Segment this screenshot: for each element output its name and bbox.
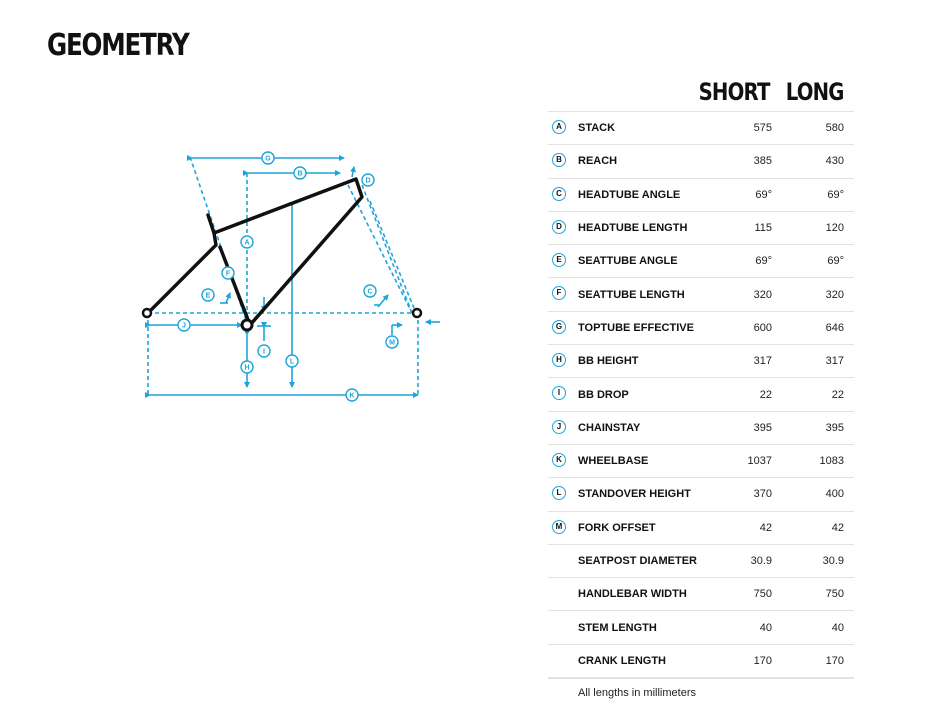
row-value-short: 385 [753,155,772,168]
front-axle [413,309,421,317]
row-badge: K [552,453,566,467]
svg-text:I: I [263,348,265,356]
table-row [548,312,854,345]
table-row [548,611,854,644]
row-label: WHEELBASE [578,455,649,468]
row-badge: B [552,153,566,167]
row-value-short: 69° [755,255,772,268]
row-value-long: 120 [825,222,844,235]
column-header-short: SHORT [699,78,770,106]
table-row [548,278,854,311]
row-value-short: 317 [753,355,772,368]
svg-text:H: H [244,364,250,372]
svg-text:M: M [389,339,395,347]
row-value-long: 30.9 [822,555,844,567]
row-label: SEATTUBE LENGTH [578,288,685,301]
marker-d [362,174,374,186]
table-row [548,212,854,245]
svg-text:C: C [367,288,373,296]
row-value-short: 600 [753,321,772,334]
row-value-short: 40 [759,621,772,634]
table-row [548,512,854,545]
row-badge: E [552,253,566,267]
row-label: STEM LENGTH [578,621,657,634]
row-value-short: 575 [753,122,772,135]
row-label: REACH [578,155,618,168]
rear-axle [143,309,151,317]
table-row [548,245,854,278]
row-label: BB HEIGHT [578,355,639,368]
geometry-rows [548,111,854,678]
row-value-long: 580 [825,122,844,135]
marker-c [364,285,376,297]
bike-frame [148,179,362,325]
marker-g [262,152,274,164]
row-value-long: 22 [831,388,844,401]
row-label: BB DROP [578,388,629,401]
row-value-short: 42 [759,521,772,534]
row-value-short: 370 [753,488,772,501]
marker-e [202,289,214,301]
marker-l [286,355,298,367]
row-badge: M [552,520,566,534]
column-header-long: LONG [786,78,844,106]
marker-b [294,167,306,179]
row-label: SEATTUBE ANGLE [578,255,678,268]
table-row [548,645,854,678]
row-value-short: 395 [753,421,772,434]
table-row [548,378,854,411]
svg-text:A: A [244,239,250,247]
row-label: STANDOVER HEIGHT [578,488,691,501]
row-label: HEADTUBE LENGTH [578,222,688,235]
marker-f [222,267,234,279]
row-value-short: 170 [753,654,772,667]
row-badge: D [552,220,566,234]
geometry-diagram [130,145,450,415]
divider [548,678,854,679]
footnote: All lengths in millimeters [578,687,696,699]
row-value-long: 400 [825,488,844,501]
row-value-long: 430 [825,155,844,168]
row-value-short: 22 [759,388,772,401]
row-value-long: 42 [831,521,844,534]
row-value-long: 40 [831,621,844,634]
row-badge: I [552,386,566,400]
svg-text:G: G [265,155,271,163]
svg-text:L: L [289,358,295,366]
bottom-bracket [242,320,252,330]
svg-text:B: B [297,170,303,178]
svg-text:K: K [349,392,355,400]
table-row [548,145,854,178]
svg-text:D: D [365,177,371,185]
table-row [548,478,854,511]
row-badge: A [552,120,566,134]
row-value-long: 395 [825,421,844,434]
table-row [548,545,854,578]
row-value-long: 69° [827,255,844,268]
page-title: GEOMETRY [47,28,189,63]
row-badge: H [552,353,566,367]
table-row [548,445,854,478]
row-value-short: 115 [754,222,772,235]
row-badge: G [552,320,566,334]
row-label: FORK OFFSET [578,521,656,534]
row-value-short: 1037 [747,455,772,468]
row-value-short: 750 [753,588,772,601]
row-label: SEATPOST DIAMETER [578,555,697,567]
row-value-short: 30.9 [750,555,772,567]
marker-i [258,345,270,357]
row-value-long: 317 [825,355,844,368]
marker-j [178,319,190,331]
row-label: HANDLEBAR WIDTH [578,588,687,601]
row-badge: J [552,420,566,434]
marker-a [241,236,253,248]
row-value-long: 170 [825,654,844,667]
svg-text:F: F [225,270,231,278]
row-value-long: 646 [825,321,844,334]
svg-text:J: J [182,322,186,330]
marker-m [386,336,398,348]
row-value-long: 320 [825,288,844,301]
row-value-short: 69° [755,188,772,201]
row-label: CRANK LENGTH [578,654,666,667]
table-row [548,345,854,378]
row-value-short: 320 [753,288,772,301]
marker-k [346,389,358,401]
row-badge: L [552,486,566,500]
row-label: HEADTUBE ANGLE [578,188,681,201]
marker-h [241,361,253,373]
row-label: TOPTUBE EFFECTIVE [578,321,694,334]
row-value-long: 69° [827,188,844,201]
row-label: CHAINSTAY [578,421,641,434]
table-row [548,578,854,611]
table-row [548,179,854,212]
row-badge: C [552,187,566,201]
row-value-long: 750 [825,588,844,601]
svg-text:E: E [205,292,211,300]
table-row [548,112,854,145]
row-label: STACK [578,122,616,135]
row-value-long: 1083 [819,455,844,468]
row-badge: F [552,286,566,300]
table-row [548,412,854,445]
